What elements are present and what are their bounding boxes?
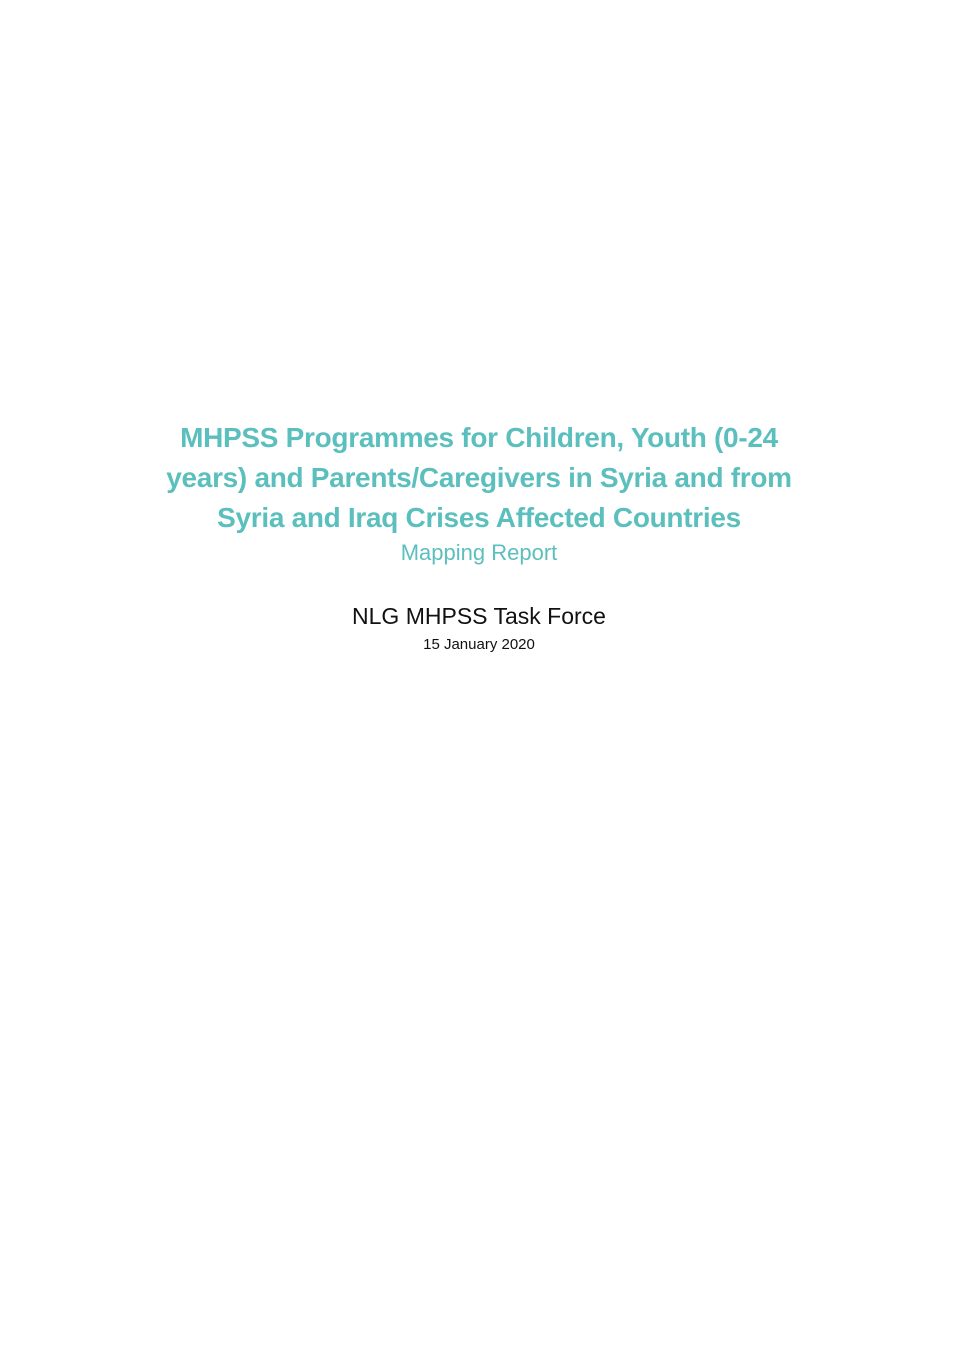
document-subtitle: Mapping Report — [400, 540, 558, 565]
title-line-2: years) and Parents/Caregivers in Syria and from — [166, 462, 792, 493]
document-author: NLG MHPSS Task Force — [352, 603, 606, 629]
document-date: 15 January 2020 — [423, 636, 535, 653]
title-line-3: Syria and Iraq Crises Affected Countries — [217, 502, 741, 533]
document-title — [0, 418, 958, 538]
title-line-1: MHPSS Programmes for Children, Youth (0-24 — [180, 422, 778, 453]
